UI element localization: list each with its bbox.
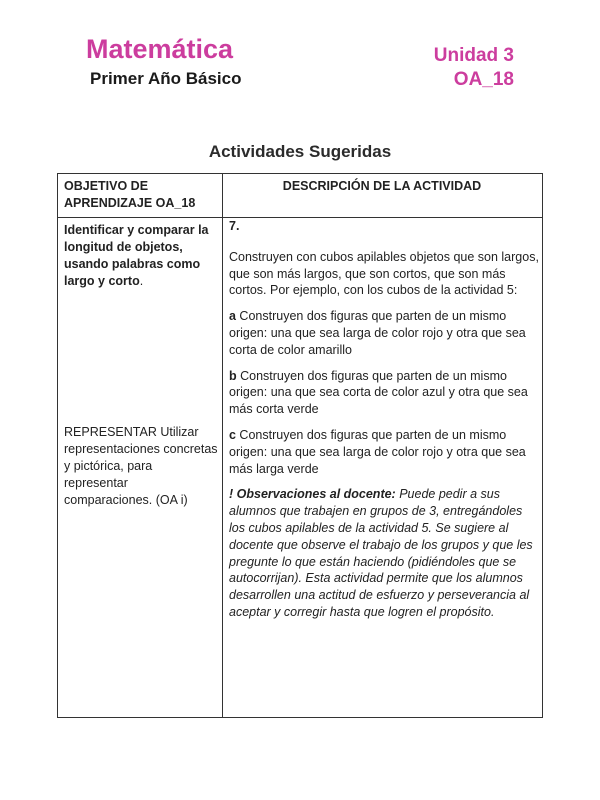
- learning-objective-period: .: [139, 274, 144, 288]
- item-text: Construyen dos figuras que parten de un mismo origen: una que sea larga de color rojo y otra que sea más larga verde: [229, 427, 526, 476]
- unit-label: Unidad 3: [433, 45, 514, 66]
- learning-objective-text: Identificar y comparar la longitud de objetos, usando palabras como largo y corto: [64, 223, 209, 288]
- column-divider: [222, 174, 223, 717]
- representar-skill: REPRESENTAR Utilizar representaciones concretas y pictórica, para representar comparaciones. (OA i): [64, 425, 218, 507]
- activity-item-a: [229, 308, 539, 358]
- grade-subtitle: Primer Año Básico: [90, 69, 242, 88]
- subject-title: Matemática: [86, 34, 234, 64]
- activity-item-b: [229, 368, 539, 418]
- activity-number: 7.: [229, 219, 240, 233]
- objective-code: OA_18: [453, 69, 514, 90]
- item-letter: b: [229, 368, 237, 383]
- observations-label: ! Observaciones al docente:: [229, 487, 396, 502]
- objective-column-header: OBJETIVO DE APRENDIZAJE OA_18: [64, 179, 196, 210]
- section-title: Actividades Sugeridas: [208, 142, 392, 161]
- item-text: Construyen dos figuras que parten de un mismo origen: una que sea larga de color rojo y otra que sea corta de color amarillo: [229, 309, 526, 357]
- activity-intro: Construyen con cubos apilables objetos que son largos, que son más largos, que son cortos, que son más cortos. Por ejemplo, con los cubos de la actividad 5:: [229, 249, 539, 298]
- teacher-observations: [229, 486, 539, 620]
- item-letter: c: [229, 427, 236, 442]
- activity-item-c: [229, 427, 539, 477]
- item-letter: a: [229, 309, 236, 324]
- item-text: Construyen dos figuras que parten de un mismo origen: una que sea corta de color azul y otra que sea más corta verde: [229, 368, 528, 417]
- learning-objective: [64, 222, 216, 290]
- description-column-header: DESCRIPCIÓN DE LA ACTIVIDAD: [282, 179, 482, 193]
- activities-table: [57, 173, 543, 718]
- activity-description: [229, 218, 539, 621]
- observations-text: Puede pedir a sus alumnos que trabajen en grupos de 3, entregándoles los cubos apilables de la actividad 5. Se sugiere al docente que observe el trabajo de los grupos y que les pregunte lo que están haciendo (pidiéndoles que se autocorrijan). Esta actividad permite que los alumnos desarrollen una actitud de esfuerzo y perseverancia al aceptar y corregir hasta que logren el propósito.: [229, 487, 533, 619]
